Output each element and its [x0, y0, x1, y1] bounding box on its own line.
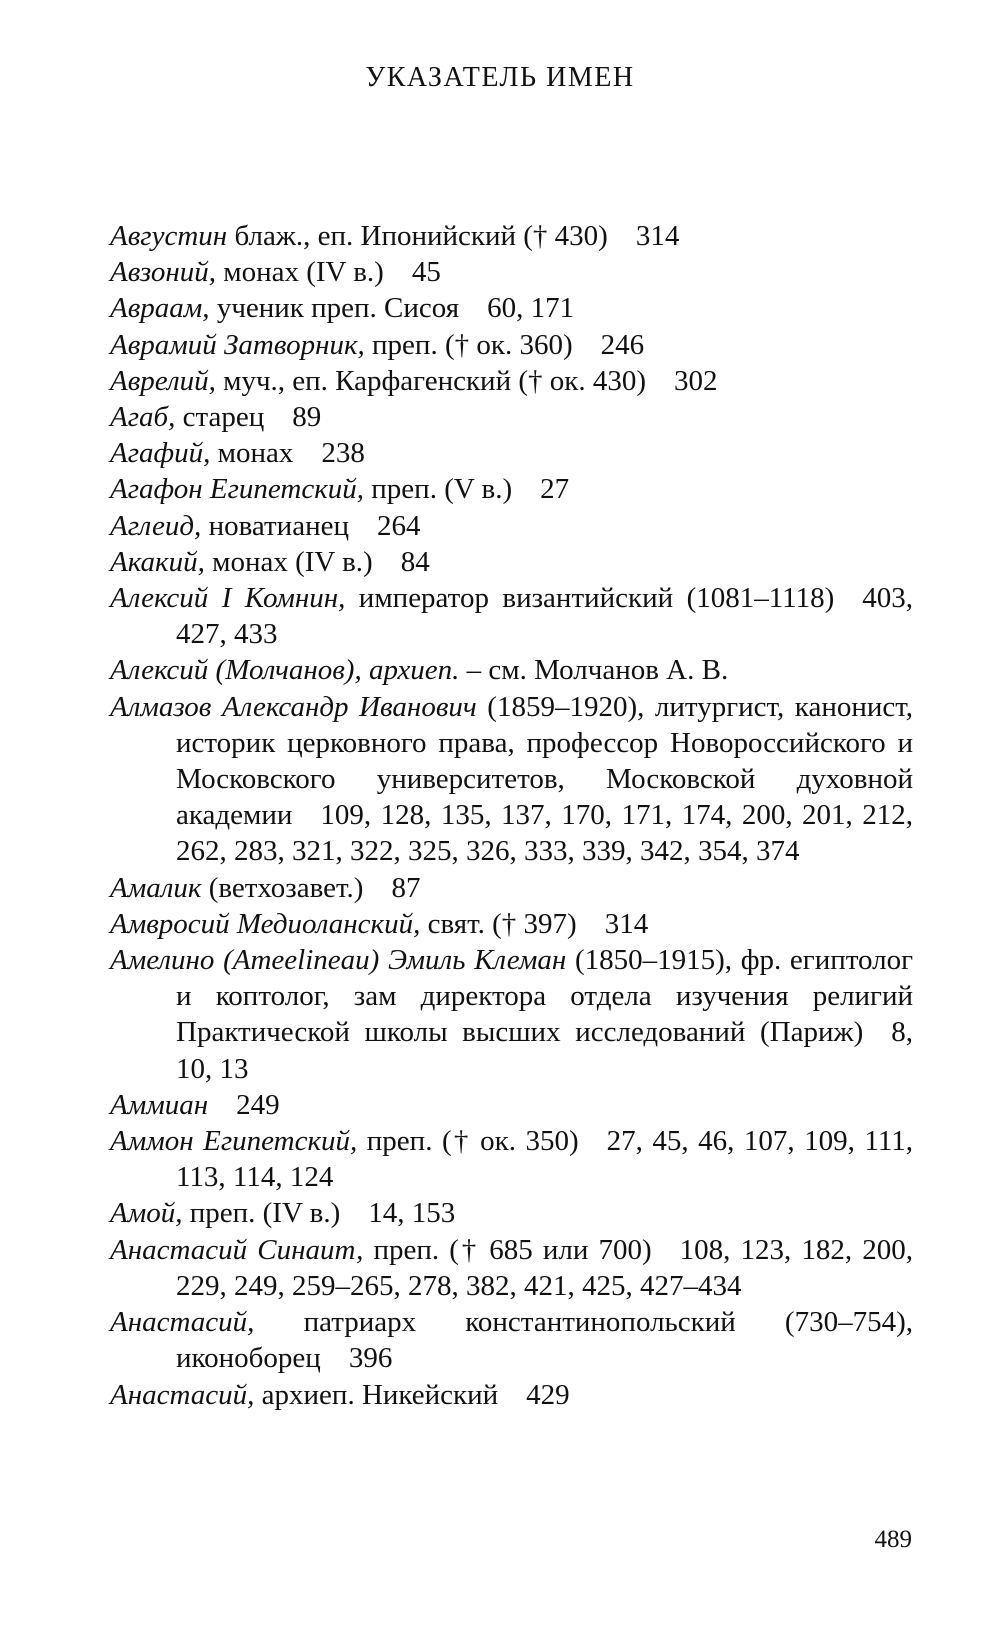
index-entry: [110, 1087, 913, 1123]
entry-description: преп. (V в.): [364, 473, 513, 506]
entry-description: преп. (IV в.): [182, 1197, 341, 1230]
entry-pages: 238: [321, 437, 365, 470]
entry-pages: 264: [377, 509, 421, 542]
entry-description: (ветхозавет.): [201, 871, 364, 904]
entry-name: Авраам,: [110, 292, 210, 325]
entry-pages: 429: [526, 1378, 570, 1411]
index-entry: [110, 435, 913, 471]
entry-pages: 87: [391, 871, 421, 904]
entry-description: (1859–1920), литургист, канонист, историк церковного права, профессор Новороссийского и Московского университетов, Московской духовной академии: [176, 690, 913, 832]
entry-description: патриарх константинопольский (730–754), иконоборец: [176, 1306, 913, 1375]
entry-description: ученик преп. Сисоя: [209, 292, 460, 325]
entry-description: – см. Молчанов А. В.: [459, 654, 729, 687]
entry-description: блаж., еп. Ипонийский († 430): [227, 220, 608, 252]
index-entry: [110, 1304, 913, 1376]
entry-description: император византийский (1081–1118): [345, 582, 835, 615]
page-number: 489: [874, 1526, 912, 1553]
entry-name: Агафий,: [110, 437, 211, 470]
entry-name: Анастасий,: [110, 1306, 255, 1339]
entry-description: монах (IV в.): [204, 545, 373, 578]
entry-pages: 314: [604, 907, 649, 940]
entry-name: Амвросий Медиоланский,: [110, 907, 421, 940]
entry-name: Алексий I Комнин,: [110, 582, 346, 615]
entry-name: Алмазов Александр Иванович: [110, 690, 477, 723]
entry-description: архиеп. Никейский: [254, 1378, 499, 1411]
index-entry: [110, 942, 913, 1087]
name-index-list: [110, 218, 913, 1413]
entry-name: Агаб,: [110, 401, 176, 434]
index-entry: [110, 327, 913, 363]
index-entry: [110, 906, 913, 942]
entry-name: Аврамий Затворник,: [110, 328, 365, 361]
index-entry: [110, 399, 913, 435]
entry-description: свят. († 397): [420, 907, 577, 940]
entry-pages: 27: [540, 473, 570, 506]
index-entry: [110, 870, 913, 906]
entry-pages: 60, 171: [487, 292, 575, 325]
entry-pages: 396: [348, 1342, 393, 1375]
index-entry: [110, 544, 913, 580]
entry-description: преп. († ок. 360): [364, 328, 573, 361]
entry-pages: 14, 153: [368, 1197, 456, 1230]
entry-name: Алексий (Молчанов), архиеп.: [110, 654, 460, 687]
page-title: УКАЗАТЕЛЬ ИМЕН: [365, 62, 635, 93]
entry-description: преп. († 685 или 700): [363, 1233, 652, 1266]
index-entry: [110, 1232, 913, 1304]
entry-name: Аммон Египетский,: [110, 1125, 358, 1158]
index-entry: [110, 652, 913, 688]
index-entry: [110, 254, 913, 290]
entry-pages: 314: [635, 220, 680, 252]
entry-pages: 89: [292, 401, 322, 434]
entry-description: муч., еп. Карфагенский († ок. 430): [215, 364, 646, 397]
entry-name: Анастасий Синаит,: [110, 1233, 364, 1266]
entry-description: монах (IV в.): [216, 256, 384, 289]
index-entry: [110, 290, 913, 326]
entry-pages: 84: [400, 545, 430, 578]
index-entry: [110, 218, 913, 254]
index-entry: [110, 508, 913, 544]
entry-name: Амелино (Ameelineau) Эмиль Клеман: [110, 944, 567, 977]
entry-description: старец: [175, 401, 265, 434]
entry-name: Амой,: [110, 1197, 183, 1230]
entry-description: (1850–1915), фр. египтолог и коптолог, зам директора отдела изучения религий Практической школы высших исследований (Париж): [176, 944, 914, 1049]
entry-name: Августин: [110, 220, 228, 252]
index-entry: [110, 363, 913, 399]
index-entry: [110, 1195, 913, 1231]
entry-name: Акакий,: [110, 545, 205, 578]
entry-pages: 246: [600, 328, 645, 361]
index-entry: [110, 1377, 913, 1413]
entry-name: Авзоний,: [110, 256, 216, 289]
entry-name: Аглеид,: [110, 509, 202, 542]
entry-description: монах: [210, 437, 294, 470]
index-entry: [110, 1123, 913, 1195]
entry-pages: 45: [411, 256, 441, 289]
entry-name: Амалик: [110, 871, 202, 904]
entry-description: преп. († ок. 350): [357, 1125, 579, 1158]
entry-pages: 403, 427, 433: [176, 582, 913, 651]
entry-pages: 27, 45, 46, 107, 109, 111, 113, 114, 124: [176, 1125, 913, 1194]
entry-pages: 8, 10, 13: [176, 1016, 913, 1085]
entry-name: Агафон Египетский,: [110, 473, 365, 506]
entry-name: Анастасий,: [110, 1378, 255, 1411]
entry-name: Аврелий,: [110, 364, 216, 397]
entry-pages: 302: [674, 364, 718, 397]
entry-description: новатианец: [201, 509, 349, 542]
index-entry: [110, 689, 913, 870]
entry-pages: 249: [236, 1088, 280, 1121]
index-entry: [110, 471, 913, 507]
entry-name: Аммиан: [110, 1088, 209, 1121]
index-entry: [110, 580, 913, 652]
entry-pages: 109, 128, 135, 137, 170, 171, 174, 200, 201, 212, 262, 283, 321, 322, 325, 326, 333, 339, 342, 354, 374: [176, 799, 913, 868]
entry-pages: 108, 123, 182, 200, 229, 249, 259–265, 278, 382, 421, 425, 427–434: [176, 1233, 913, 1302]
